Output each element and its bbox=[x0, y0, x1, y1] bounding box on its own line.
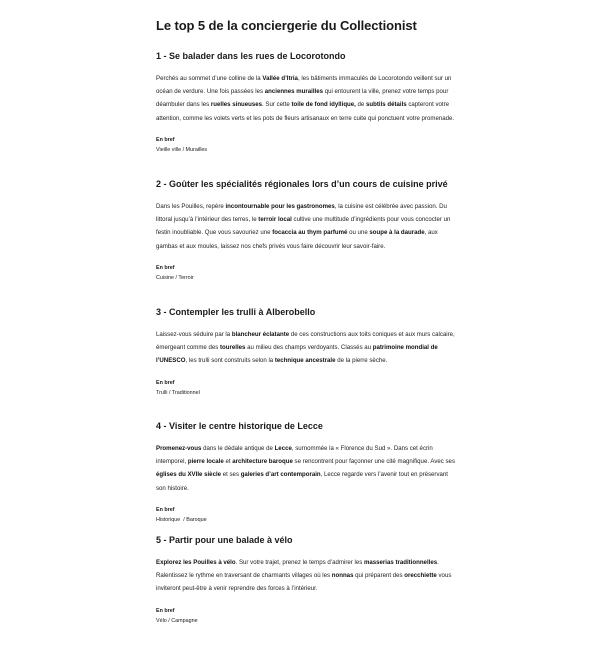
section-title: 4 - Visiter le centre historique de Lecce bbox=[156, 421, 323, 431]
body-text: capteront votre attention, comme les volets verts et les pots de fleurs artisanaux en terre cuite qui ponctuent votre promenade. bbox=[156, 101, 455, 122]
emphasis-text: incontournable pour les gastronomes bbox=[225, 203, 335, 210]
emphasis-text: orecchiette bbox=[404, 572, 437, 580]
body-text: . Ralentissez le rythme en traversant de charmants villages où les bbox=[156, 559, 439, 580]
emphasis-text: anciennes murailles bbox=[264, 88, 324, 96]
body-text: , Lecce regarde vers l’avenir tout en préservant son histoire. bbox=[156, 471, 448, 492]
section-title: 5 - Partir pour une balade à vélo bbox=[156, 535, 293, 545]
body-text: Laissez-vous séduire par la bbox=[156, 331, 232, 338]
emphasis-text: subtils détails bbox=[366, 101, 407, 109]
brief-tags: Historique / Baroque bbox=[156, 516, 207, 523]
brief-tags: Vieille ville / Murailles bbox=[156, 146, 208, 153]
body-text: et bbox=[223, 458, 233, 466]
section-1 bbox=[156, 51, 456, 154]
body-text: qui entourent la ville, prenez votre temps pour déambuler dans les bbox=[156, 88, 449, 109]
body-text: Dans les Pouilles, repère bbox=[156, 203, 226, 210]
section-title: 2 - Goûter les spécialités régionales lors d’un cours de cuisine privé bbox=[156, 179, 448, 189]
body-text: de ces constructions aux toits coniques et aux murs calcaire, émergeant comme des bbox=[156, 331, 455, 352]
emphasis-text: technique ancestrale bbox=[274, 357, 336, 365]
emphasis-text: Explorez les Pouilles à vélo bbox=[156, 559, 236, 566]
body-text: Perchés au sommet d’une colline de la bbox=[156, 75, 263, 82]
emphasis-text: Vallée d’Itria bbox=[262, 75, 298, 82]
body-text: dans le dédale antique de bbox=[201, 445, 275, 452]
body-text: vous inviteront peut-être à venir reprendre des forces à l’intérieur. bbox=[156, 572, 452, 593]
emphasis-text: toile de fond idyllique, bbox=[291, 101, 356, 109]
emphasis-text: églises du XVIIe siècle bbox=[156, 471, 222, 479]
section-body bbox=[156, 442, 456, 495]
body-text: . Sur cette bbox=[262, 101, 292, 109]
brief-label: En bref bbox=[156, 136, 175, 143]
body-text: , les trulli sont construits selon la bbox=[185, 357, 275, 365]
body-text: de bbox=[355, 101, 367, 109]
brief-tags: Cuisine / Terroir bbox=[156, 274, 194, 281]
body-text: , les bâtiments immaculés de Locorotondo veillent sur un océan de verdure. Une fois passées les bbox=[156, 75, 452, 96]
emphasis-text: ruelles sinueuses bbox=[210, 101, 263, 109]
brief-tags: Vélo / Campagne bbox=[156, 617, 198, 624]
body-text: de la pierre sèche. bbox=[335, 357, 388, 365]
emphasis-text: soupe à la daurade bbox=[369, 229, 425, 237]
emphasis-text: terroir local bbox=[258, 216, 292, 224]
emphasis-text: architecture baroque bbox=[232, 458, 293, 466]
brief-label: En bref bbox=[156, 264, 175, 271]
section-body bbox=[156, 556, 456, 596]
body-text: se rencontrent pour façonner une cité magnifique. Avec ses bbox=[292, 458, 455, 466]
emphasis-text: masserias traditionnelles bbox=[363, 559, 438, 566]
body-text: . Sur votre trajet, prenez le temps d’admirer les bbox=[235, 559, 364, 566]
body-text: et ses bbox=[221, 471, 241, 479]
section-body bbox=[156, 200, 456, 253]
body-text: qui préparent des bbox=[353, 572, 405, 580]
section-body bbox=[156, 72, 456, 125]
section-body bbox=[156, 328, 456, 368]
section-5 bbox=[156, 535, 456, 625]
emphasis-text: galeries d’art contemporain bbox=[240, 471, 321, 479]
emphasis-text: blancheur éclatante bbox=[231, 331, 290, 338]
emphasis-text: focaccia au thym parfumé bbox=[272, 229, 348, 237]
page-title: Le top 5 de la conciergerie du Collectionist bbox=[156, 18, 417, 33]
brief-label: En bref bbox=[156, 379, 175, 386]
body-text: au milieu des champs verdoyants. Classés au bbox=[245, 344, 373, 352]
body-text: , la cuisine est célébrée avec passion. Du littoral jusqu’à l’intérieur des terres, le bbox=[156, 203, 447, 224]
section-title: 1 - Se balader dans les rues de Locorotondo bbox=[156, 51, 346, 61]
body-text: ou une bbox=[347, 229, 370, 237]
body-text: , aux gambas et aux moules, laissez nos chefs privés vous faire découvrir leur savoir-faire. bbox=[156, 229, 438, 250]
emphasis-text: patrimoine mondial de l’UNESCO bbox=[156, 344, 438, 365]
emphasis-text: tourelles bbox=[220, 344, 246, 352]
brief-tags: Trulli / Traditionnel bbox=[156, 389, 200, 396]
brief-label: En bref bbox=[156, 506, 175, 513]
section-2 bbox=[156, 179, 456, 282]
emphasis-text: Promenez-vous bbox=[156, 445, 202, 452]
body-text: , surnommée la « Florence du Sud ». Dans cet écrin intemporel, bbox=[156, 445, 433, 466]
section-4 bbox=[156, 421, 456, 524]
brief-label: En bref bbox=[156, 607, 175, 614]
emphasis-text: pierre locale bbox=[187, 458, 224, 466]
body-text: cultive une multitude d’ingrédients pour vous concocter un festin inoubliable. Que vous savouriez une bbox=[156, 216, 451, 237]
section-3 bbox=[156, 307, 456, 397]
section-title: 3 - Contempler les trulli à Alberobello bbox=[156, 307, 316, 317]
emphasis-text: Lecce bbox=[274, 445, 292, 452]
emphasis-text: nonnas bbox=[331, 572, 354, 580]
